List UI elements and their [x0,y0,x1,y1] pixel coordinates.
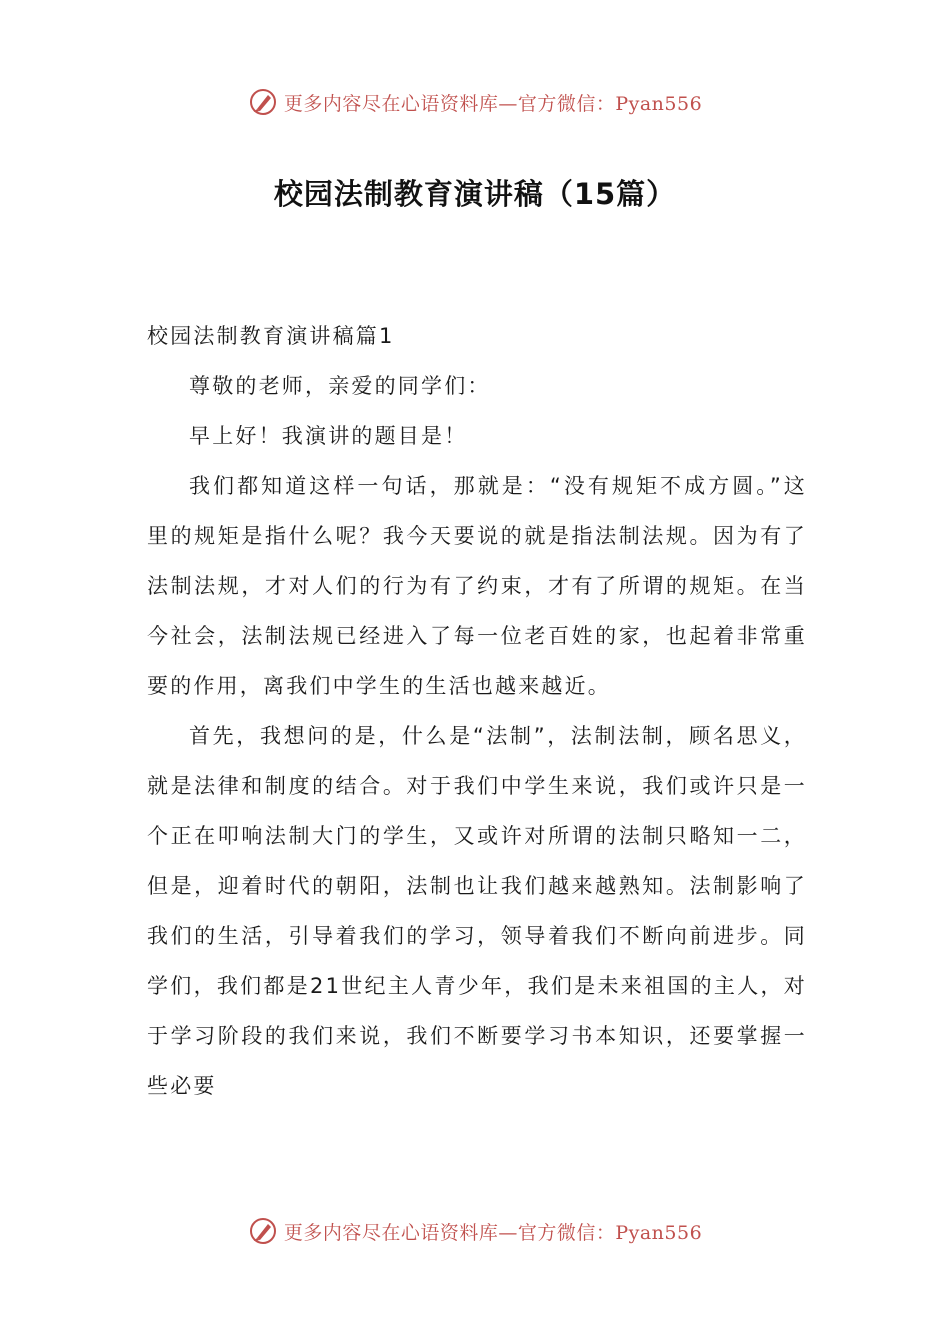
pen-nib-logo-icon [248,87,278,117]
document-body [147,311,807,1111]
watermark-text: 更多内容尽在心语资料库—官方微信：Pyan556 [283,92,703,115]
watermark-text: 更多内容尽在心语资料库—官方微信：Pyan556 [283,1221,703,1244]
footer-watermark [0,1211,950,1251]
document-title: 校园法制教育演讲稿（15篇） [273,177,677,211]
paragraph-body-1: 我们都知道这样一句话，那就是：“没有规矩不成方圆。”这里的规矩是指什么呢？我今天要说的就是指法制法规。因为有了法制法规，才对人们的行为有了约束，才有了所谓的规矩。在当今社会，法制法规已经进入了每一位老百姓的家，也起着非常重要的作用，离我们中学生的生活也越来越近。 [147,474,807,698]
paragraph-opening: 早上好！我演讲的题目是！ [189,424,468,448]
pen-nib-logo-icon [248,1216,278,1246]
header-watermark [0,82,950,122]
section-heading: 校园法制教育演讲稿篇1 [147,324,395,348]
paragraph-body-2: 首先，我想问的是，什么是“法制”，法制法制，顾名思义，就是法律和制度的结合。对于我们中学生来说，我们或许只是一个正在叩响法制大门的学生，又或许对所谓的法制只略知一二，但是，迎着时代的朝阳，法制也让我们越来越熟知。法制影响了我们的生活，引导着我们的学习，领导着我们不断向前进步。同学们，我们都是21世纪主人青少年，我们是未来祖国的主人，对于学习阶段的我们来说，我们不断要学习书本知识，还要掌握一些必要 [147,724,807,1098]
paragraph-greeting: 尊敬的老师，亲爱的同学们： [189,374,491,398]
